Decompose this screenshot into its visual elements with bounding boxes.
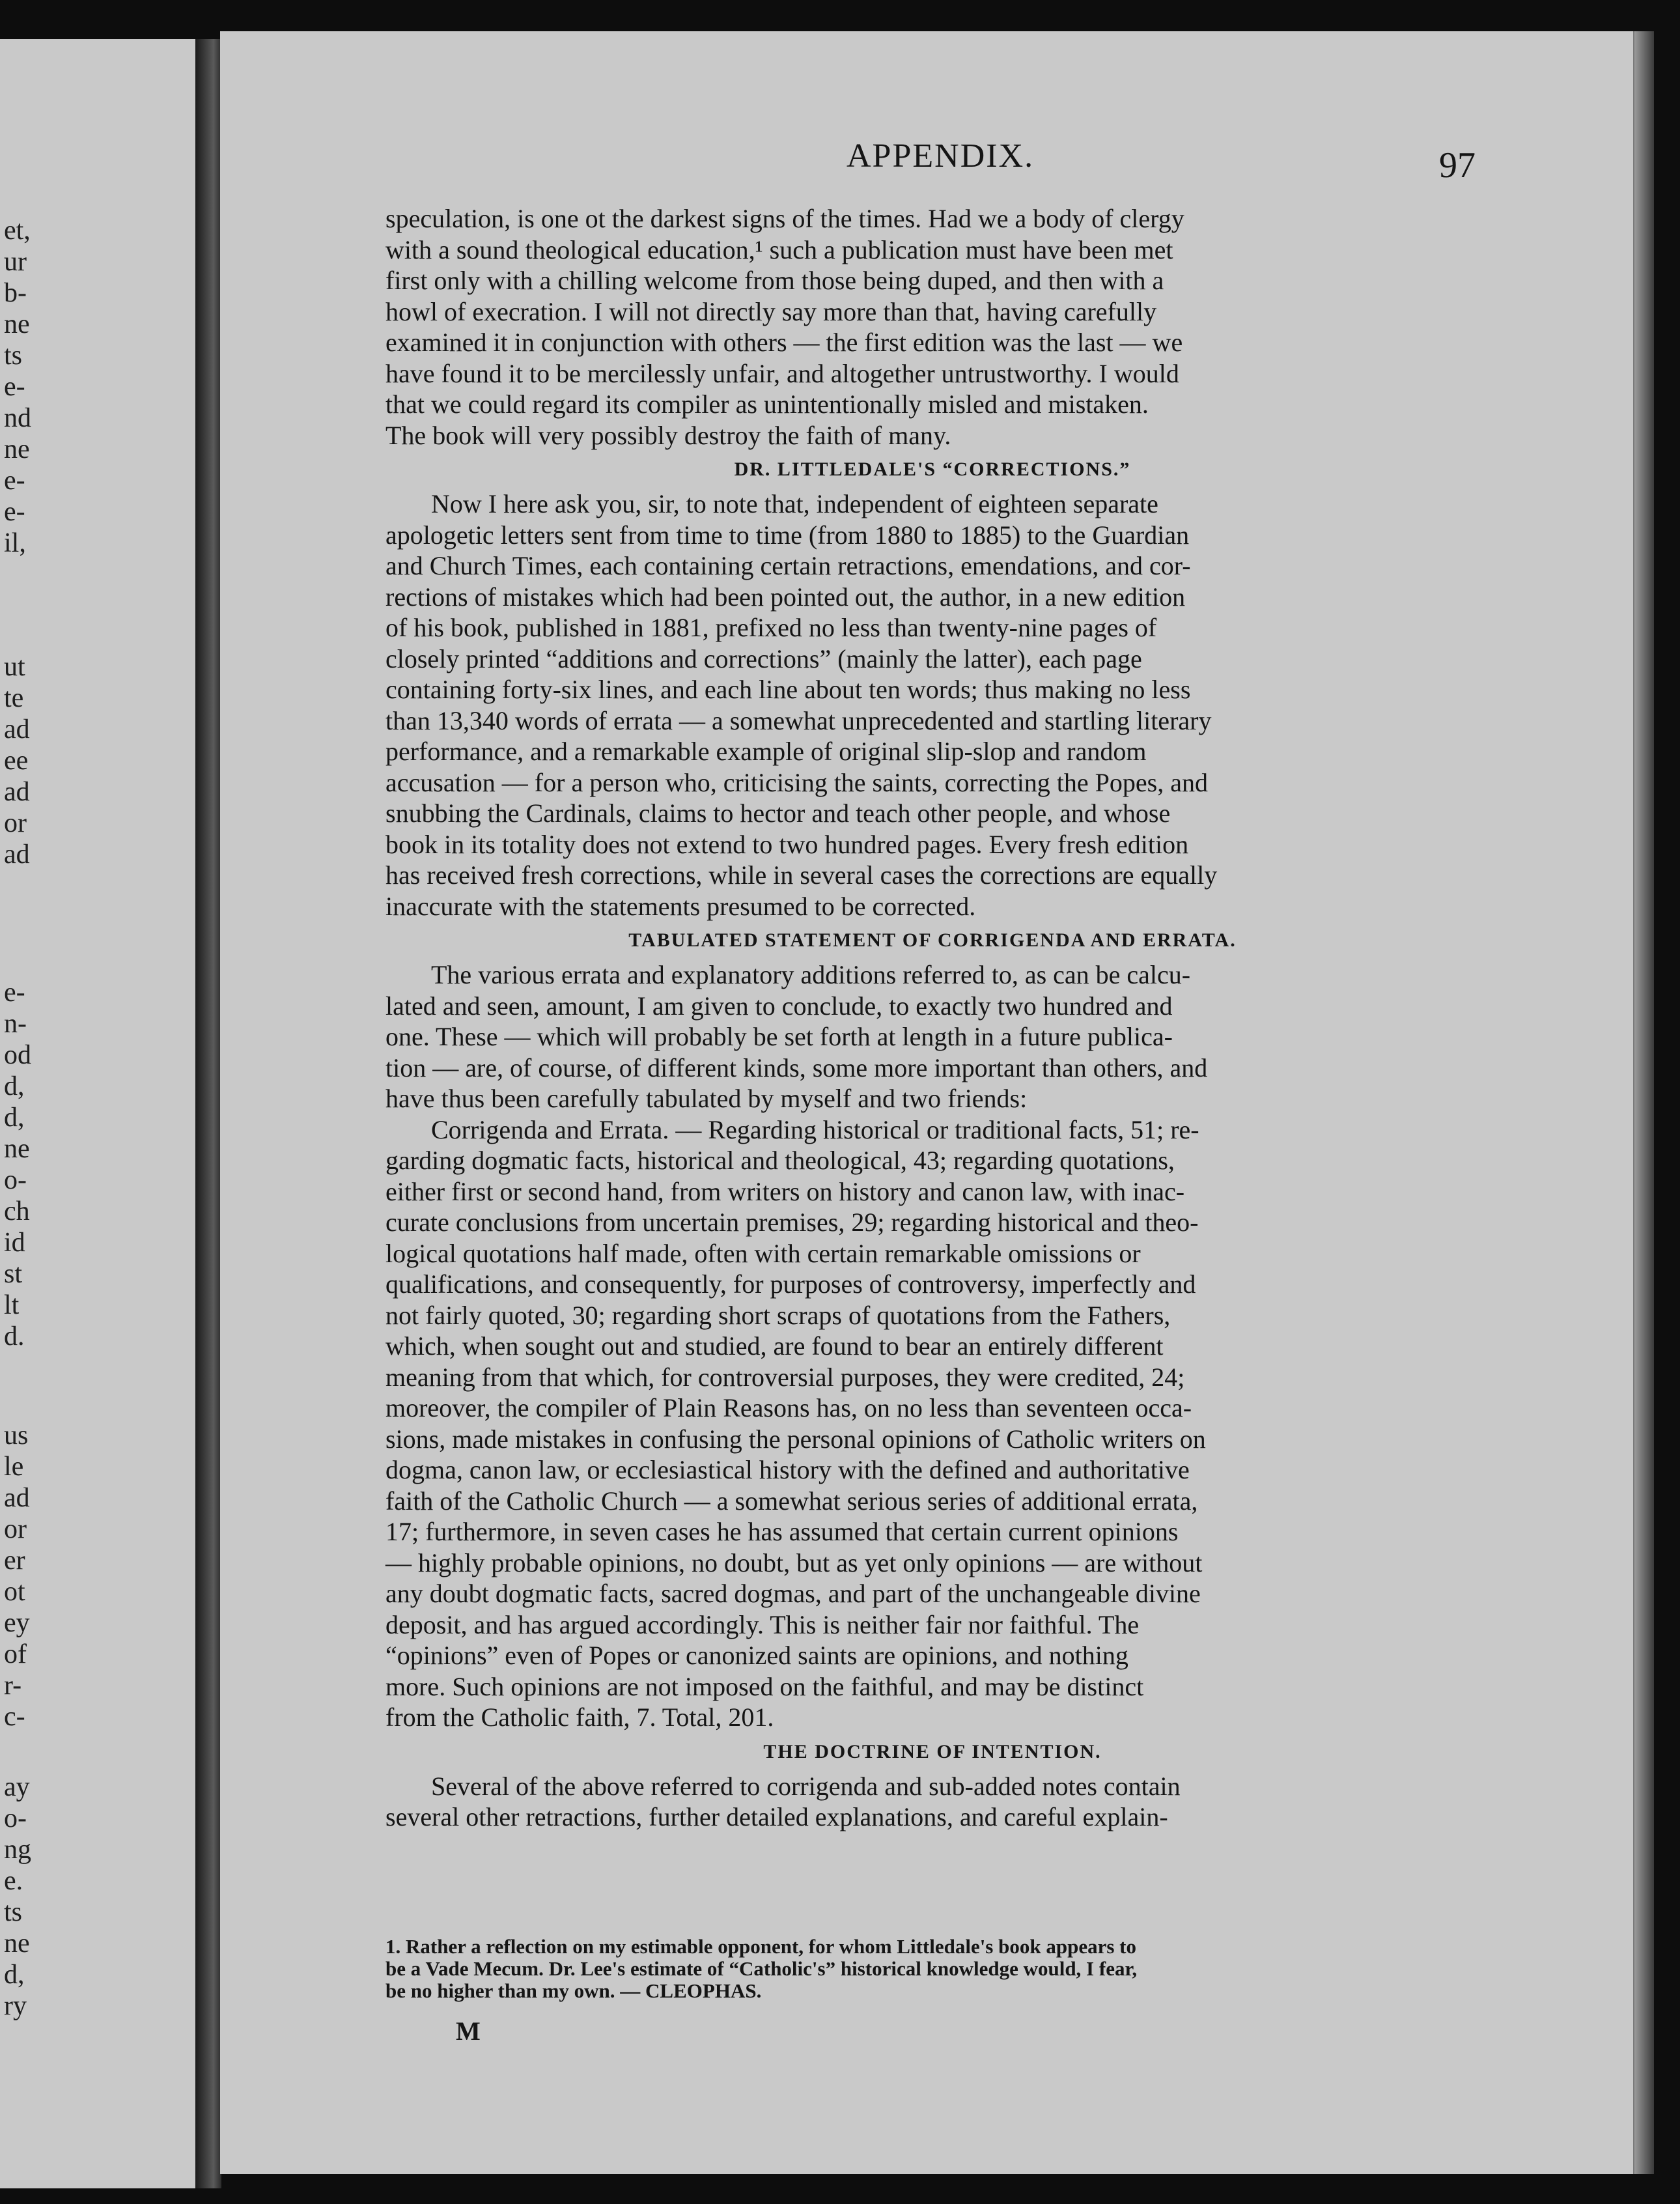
text-line: inaccurate with the statements presumed to be corrected. (385, 891, 976, 921)
left-page-fragment: ot (4, 1577, 25, 1607)
left-page-fragment: e- (4, 978, 25, 1008)
text-line: either first or second hand, from writers on history and canon law, with inac- (385, 1176, 1185, 1206)
page-number: 97 (1439, 145, 1476, 186)
left-page-fragment: il, (4, 528, 26, 558)
section-heading: THE DOCTRINE OF INTENTION. (763, 1740, 1102, 1762)
left-page-fragment: b- (4, 278, 27, 308)
text-line: performance, and a remarkable example of original slip-slop and random (385, 737, 1147, 766)
text-line: sions, made mistakes in confusing the personal opinions of Catholic writers on (385, 1424, 1206, 1454)
text-line: Now I here ask you, sir, to note that, independent of eighteen separate (431, 489, 1158, 518)
text-line: moreover, the compiler of Plain Reasons has, on no less than seventeen occa- (385, 1393, 1192, 1422)
left-page-fragment: ut (4, 652, 25, 682)
text-line: garding dogmatic facts, historical and theological, 43; regarding quotations, (385, 1146, 1175, 1175)
left-page-fragment: ay (4, 1772, 30, 1802)
text-line: “opinions” even of Popes or canonized saints are opinions, and nothing (385, 1641, 1128, 1670)
left-page-fragment: id (4, 1228, 25, 1258)
text-line: not fairly quoted, 30; regarding short scraps of quotations from the Fathers, (385, 1300, 1171, 1330)
left-page-fragment: ne (4, 309, 30, 339)
text-line: curate conclusions from uncertain premises, 29; regarding historical and theo- (385, 1208, 1199, 1237)
left-page-fragment: ad (4, 1483, 30, 1513)
text-line: closely printed “additions and corrections” (mainly the latter), each page (385, 643, 1142, 673)
text-line: The various errata and explanatory additions referred to, as can be calcu- (431, 960, 1191, 989)
left-page-fragment: er (4, 1546, 25, 1575)
footnote (385, 1936, 1479, 2002)
left-page-fragment: us (4, 1420, 29, 1450)
text-line: that we could regard its compiler as unintentionally misled and mistaken. (385, 389, 1149, 419)
left-page-fragment: ur (4, 247, 27, 277)
text-line: apologetic letters sent from time to time (from 1880 to 1885) to the Guardian (385, 520, 1190, 550)
running-header: APPENDIX. (847, 137, 1035, 175)
left-page-fragment: ad (4, 714, 30, 744)
text-line: meaning from that which, for controversial purposes, they were credited, 24; (385, 1362, 1185, 1392)
left-page-fragment: ee (4, 746, 29, 776)
left-page-fragment: nd (4, 403, 31, 433)
text-line: containing forty-six lines, and each line about ten words; thus making no less (385, 675, 1191, 704)
left-page-fragment: r- (4, 1671, 22, 1701)
left-page-fragment: ne (4, 1134, 30, 1164)
text-line: several other retractions, further detailed explanations, and careful explain- (385, 1802, 1168, 1831)
left-page-fragment: ad (4, 840, 30, 869)
left-page-fragment: ad (4, 777, 30, 807)
left-page-fragment: ch (4, 1196, 30, 1226)
left-page-fragment: d, (4, 1071, 25, 1101)
text-line: — highly probable opinions, no doubt, but as yet only opinions — are without (385, 1547, 1203, 1577)
footnote-line: be a Vade Mecum. Dr. Lee's estimate of “Catholic's” historical knowledge would, I fear, (385, 1957, 1138, 1980)
text-line: Several of the above referred to corrigenda and sub-added notes contain (431, 1771, 1181, 1801)
text-line: deposit, and has argued accordingly. This is neither fair nor faithful. The (385, 1609, 1140, 1639)
left-page-fragment: le (4, 1452, 24, 1482)
text-line: logical quotations half made, often with certain remarkable omissions or (385, 1238, 1141, 1268)
left-page-fragment: d, (4, 1960, 25, 1990)
left-page-fragment: c- (4, 1702, 25, 1732)
left-page-fragment: e. (4, 1866, 23, 1896)
text-line: accusation — for a person who, criticising the saints, correcting the Popes, and (385, 767, 1208, 797)
body-text (385, 203, 1479, 1833)
left-page-fragment: e- (4, 466, 25, 496)
left-page-fragment: ry (4, 1991, 27, 2021)
left-page-fragment: d. (4, 1321, 25, 1351)
left-page-fragment: of (4, 1639, 27, 1669)
left-page-fragment: ne (4, 1928, 30, 1958)
text-line: and Church Times, each containing certain retractions, emendations, and cor- (385, 551, 1191, 580)
left-page-fragment: or (4, 808, 27, 838)
left-page-fragment: lt (4, 1290, 20, 1320)
book-gutter (195, 39, 221, 2188)
text-line: snubbing the Cardinals, claims to hector and teach other people, and whose (385, 798, 1171, 828)
footnote-line: be no higher than my own. — CLEOPHAS. (385, 1979, 762, 2002)
text-line: examined it in conjunction with others — the first edition was the last — we (385, 328, 1183, 357)
text-line: Corrigenda and Errata. — Regarding historical or traditional facts, 51; re- (431, 1114, 1199, 1144)
section-heading: TABULATED STATEMENT OF CORRIGENDA AND ERRATA. (628, 929, 1237, 951)
left-page-fragment: te (4, 683, 24, 713)
left-page-fragment: n- (4, 1009, 27, 1039)
left-page-fragment: e- (4, 372, 25, 402)
text-line: 17; furthermore, in seven cases he has assumed that certain current opinions (385, 1517, 1179, 1546)
left-page-fragment: st (4, 1259, 23, 1289)
text-line: more. Such opinions are not imposed on the faithful, and may be distinct (385, 1671, 1144, 1701)
left-page-fragment: ey (4, 1608, 30, 1638)
section-heading: DR. LITTLEDALE'S “CORRECTIONS.” (734, 459, 1131, 480)
text-line: with a sound theological education,¹ such a publication must have been met (385, 234, 1173, 264)
text-line: book in its totality does not extend to two hundred pages. Every fresh edition (385, 829, 1189, 859)
text-line: have found it to be mercilessly unfair, and altogether untrustworthy. I would (385, 358, 1179, 388)
text-line: lated and seen, amount, I am given to conclude, to exactly two hundred and (385, 991, 1173, 1021)
text-line: any doubt dogmatic facts, sacred dogmas, and part of the unchangeable divine (385, 1579, 1201, 1608)
left-page-fragment: et, (4, 216, 31, 246)
text-line: qualifications, and consequently, for purposes of controversy, imperfectly and (385, 1269, 1196, 1299)
left-page-fragment: or (4, 1514, 27, 1544)
signature-mark: M (456, 2016, 481, 2046)
text-line: which, when sought out and studied, are found to bear an entirely different (385, 1331, 1164, 1361)
text-line: has received fresh corrections, while in several cases the corrections are equally (385, 860, 1218, 890)
text-line: speculation, is one ot the darkest signs of the times. Had we a body of clergy (385, 204, 1184, 233)
left-page-fragment: ts (4, 341, 23, 371)
left-page-margin (0, 39, 195, 2188)
left-page-fragment: ng (4, 1835, 31, 1865)
text-line: have thus been carefully tabulated by myself and two friends: (385, 1084, 1028, 1113)
left-page-fragment: o- (4, 1803, 27, 1833)
left-page-fragment: e- (4, 497, 25, 527)
left-page-fragment: o- (4, 1165, 27, 1195)
page-edge (1634, 31, 1654, 2174)
footnote-line: 1. Rather a reflection on my estimable opponent, for whom Littledale's book appears to (385, 1935, 1136, 1958)
text-line: from the Catholic faith, 7. Total, 201. (385, 1702, 774, 1732)
text-line: The book will very possibly destroy the faith of many. (385, 420, 951, 450)
text-line: dogma, canon law, or ecclesiastical history with the defined and authoritative (385, 1455, 1190, 1484)
left-page-fragment: ne (4, 434, 30, 464)
text-line: tion — are, of course, of different kinds, some more important than others, and (385, 1053, 1208, 1082)
text-line: faith of the Catholic Church — a somewhat serious series of additional errata, (385, 1486, 1198, 1516)
text-line: howl of execration. I will not directly say more than that, having carefully (385, 296, 1157, 326)
left-page-fragment: ts (4, 1897, 23, 1927)
left-page-fragment: od (4, 1040, 31, 1070)
left-page-fragment: d, (4, 1103, 25, 1133)
text-line: first only with a chilling welcome from those being duped, and then with a (385, 266, 1164, 295)
text-line: one. These — which will probably be set forth at length in a future publica- (385, 1022, 1173, 1051)
text-line: than 13,340 words of errata — a somewhat unprecedented and startling literary (385, 705, 1212, 735)
text-line: rections of mistakes which had been pointed out, the author, in a new edition (385, 582, 1186, 612)
text-line: of his book, published in 1881, prefixed no less than twenty-nine pages of (385, 613, 1157, 642)
